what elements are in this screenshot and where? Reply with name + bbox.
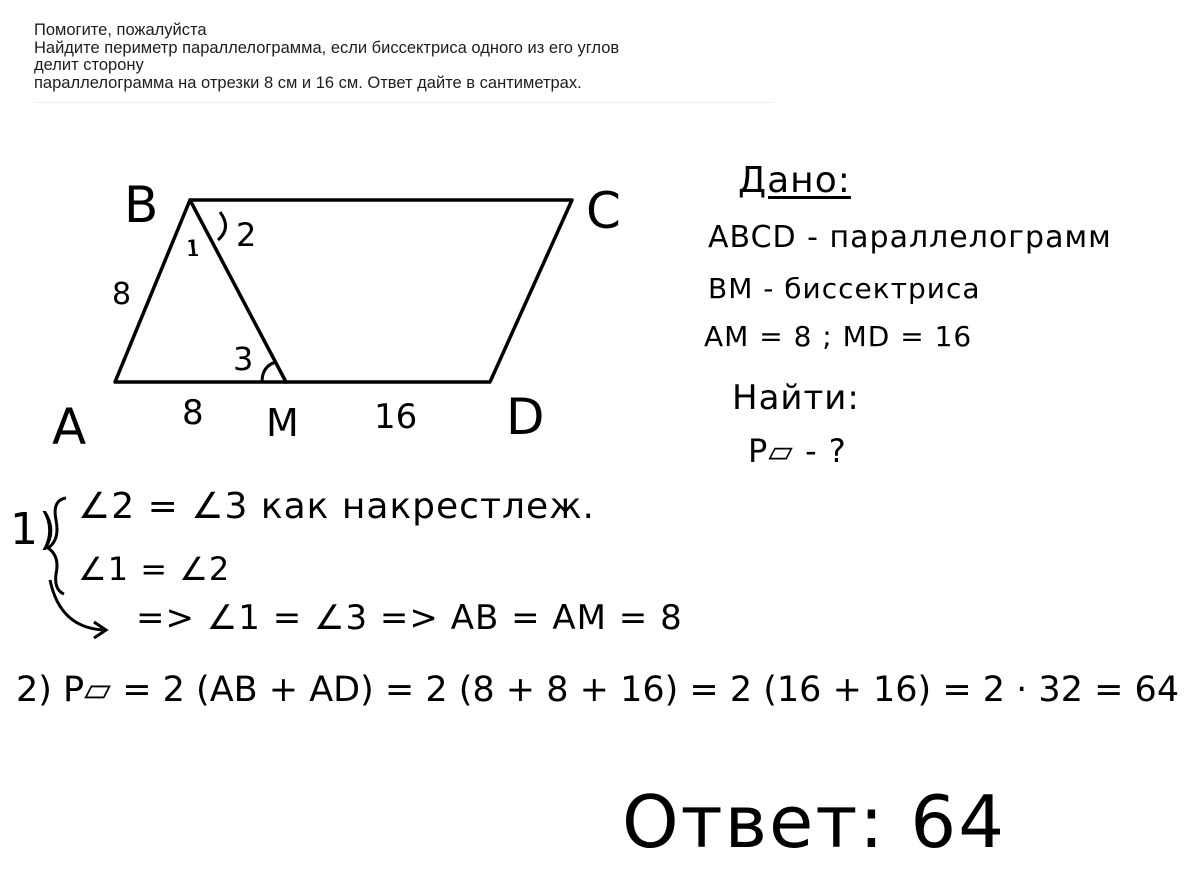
step2-line: 2) P▱ = 2 (AB + AD) = 2 (8 + 8 + 16) = 2 (16 + 16) = 2 · 32 = 64 [16,670,1180,710]
given-line: AM = 8 ; MD = 16 [704,320,973,353]
angle-label-1: 1 [186,237,200,262]
step1-number: 1) [10,504,58,555]
parallelogram-shape [115,200,572,382]
segment-label-am: 8 [182,393,204,433]
question-line: делит сторону [34,56,144,74]
question-line: Найдите периметр параллелограмма, если биссектриса одного из его углов [34,38,620,57]
given-line: ABCD - параллелограмм [708,220,1112,255]
angle-arc-2 [218,212,226,240]
vertex-label-b: B [124,176,159,234]
answer-text: Ответ: 64 [622,780,1007,864]
step1-line: => ∠1 = ∠3 => AB = AM = 8 [136,598,683,638]
given-line: BM - биссектриса [708,272,981,305]
find-title: Найти: [732,378,860,418]
angle-label-2: 2 [236,216,257,254]
vertex-label-c: C [586,182,621,240]
vertex-label-a: A [52,398,87,456]
angle-label-3: 3 [233,340,254,378]
segment-label-ab: 8 [112,277,132,312]
find-item: P▱ - ? [748,432,847,470]
segment-label-md: 16 [374,397,418,437]
angle-arc-3 [262,362,276,382]
step1-line: ∠2 = ∠3 как накрестлеж. [78,486,595,527]
vertex-label-d: D [506,388,545,446]
question-line: Помогите, пожалуйста [34,21,207,39]
step1-line: ∠1 = ∠2 [78,550,231,588]
vertex-label-m: M [266,401,299,445]
given-title: Дано: [738,160,851,201]
question-line: параллелограмма на отрезки 8 см и 16 см. Ответ дайте в сантиметрах. [34,73,582,92]
